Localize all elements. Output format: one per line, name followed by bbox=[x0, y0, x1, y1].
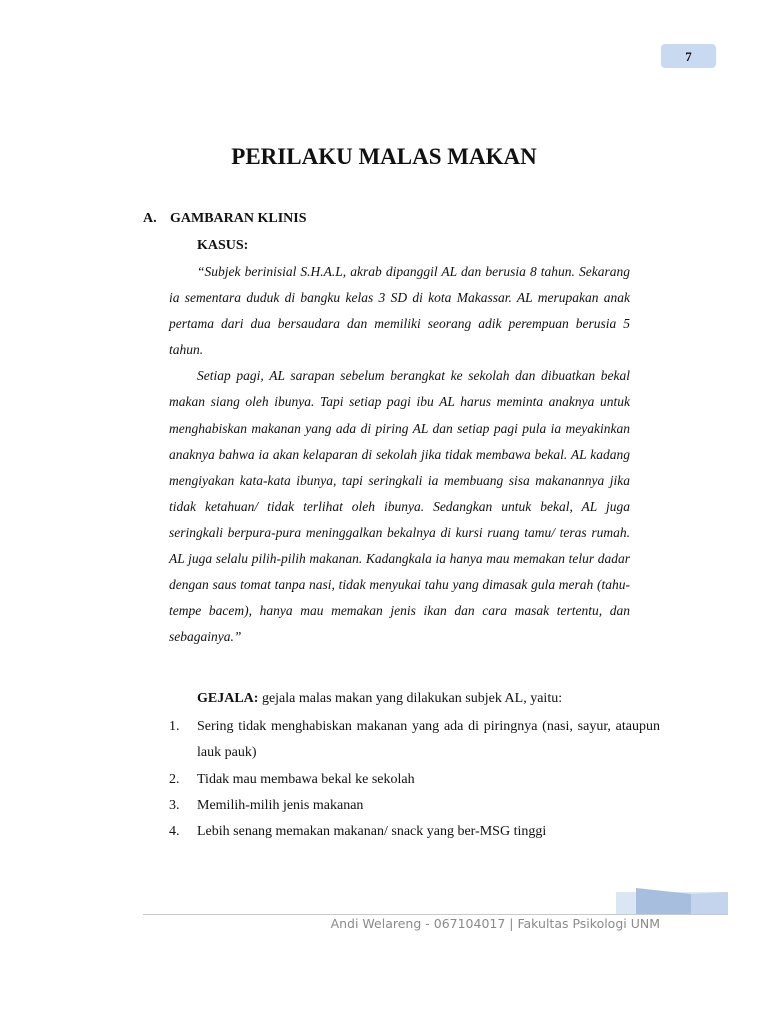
list-item-number: 1. bbox=[169, 719, 180, 734]
list-item-number: 3. bbox=[169, 797, 180, 813]
case-paragraph-1: “Subjek berinisial S.H.A.L, akrab dipanggil AL dan berusia 8 tahun. Sekarang ia sementara duduk di bangku kelas 3 SD di kota Makassar. AL merupakan anak pertama dari dua bersaudara dan memiliki seorang adik perempuan berusia 5 tahun. bbox=[169, 264, 630, 358]
footer-ribbon-decoration bbox=[616, 888, 728, 914]
list-item-text: Tidak mau membawa bekal ke sekolah bbox=[197, 771, 415, 787]
list-item bbox=[169, 714, 660, 767]
list-item-text: Lebih senang memakan makanan/ snack yang ber-MSG tinggi bbox=[197, 824, 547, 840]
symptoms-label: GEJALA: bbox=[197, 691, 259, 706]
case-label: KASUS: bbox=[197, 238, 249, 253]
symptoms-intro bbox=[197, 691, 562, 707]
symptoms-intro-text: gejala malas makan yang dilakukan subjek AL, yaitu: bbox=[258, 691, 563, 706]
list-item-text: Memilih-milih jenis makanan bbox=[197, 797, 364, 813]
footer-divider bbox=[143, 914, 728, 915]
list-item bbox=[169, 793, 660, 819]
symptom-list bbox=[169, 714, 660, 845]
list-item-number: 2. bbox=[169, 771, 180, 787]
case-paragraph-2: Setiap pagi, AL sarapan sebelum berangkat ke sekolah dan dibuatkan bekal makan siang oleh ibunya. Tapi setiap pagi ibu AL harus meminta anaknya untuk menghabiskan makanan yang ada di piring AL dan setiap pagi pula ia meyakinkan anaknya bahwa ia akan kelaparan di sekolah jika tidak membawa bekal. AL kadang mengiyakan kata-kata ibunya, tapi seringkali ia membuang sisa makanannya jika tidak ketahuan/ tidak terlihat oleh ibunya. Sedangkan untuk bekal, AL juga seringkali berpura-pura meninggalkan bekalnya di kursi ruang tamu/ teras rumah. AL juga selalu pilih-pilih makanan. Kadangkala ia hanya mau memakan telur dadar dengan saus tomat tanpa nasi, tidak menyukai tahu yang dimasak gula merah (tahu-tempe bacem), hanya mau memakan jenis ikan dan cara masak tertentu, dan sebagainya.” bbox=[169, 368, 630, 645]
list-item bbox=[169, 767, 660, 793]
list-item-text: Sering tidak menghabiskan makanan yang ada di piringnya (nasi, sayur, ataupun lauk pauk) bbox=[197, 719, 660, 761]
section-letter: A. bbox=[143, 211, 157, 226]
list-item bbox=[169, 819, 660, 845]
footer-text: Andi Welareng - 067104017 | Fakultas Psikologi UNM bbox=[330, 916, 660, 931]
page-number: 7 bbox=[661, 44, 716, 68]
list-item-number: 4. bbox=[169, 824, 180, 840]
section-title: GAMBARAN KLINIS bbox=[170, 211, 307, 226]
chapter-title: PERILAKU MALAS MAKAN bbox=[231, 144, 537, 169]
case-story bbox=[169, 259, 630, 650]
